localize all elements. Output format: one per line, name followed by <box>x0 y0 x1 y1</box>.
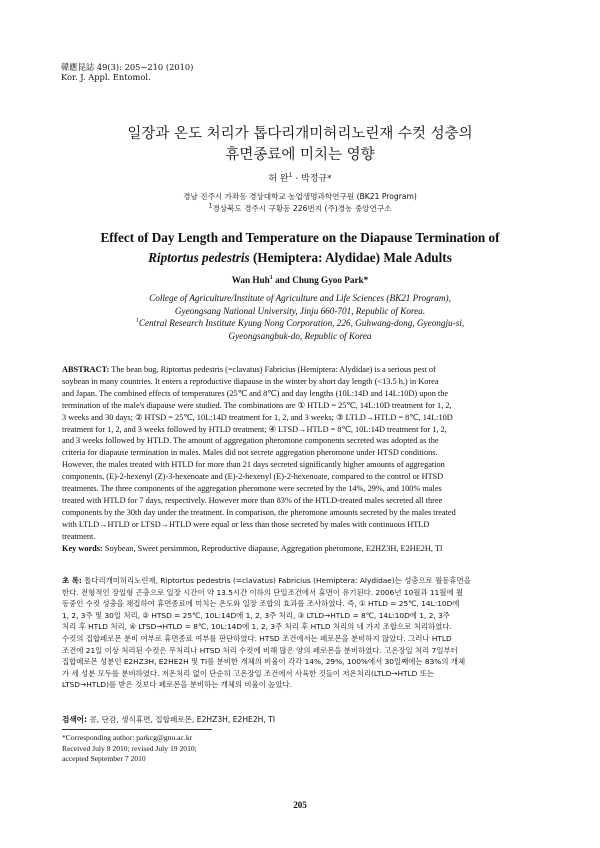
footnote-divider <box>62 729 212 730</box>
korean-keywords-text: 콩, 단감, 생식휴면, 집합페로몬, E2HZ3H, E2HE2H, TI <box>87 715 276 724</box>
english-affiliations <box>50 292 550 342</box>
korean-title-line-2: 휴면종료에 미치는 영향 <box>225 147 375 163</box>
abstract-label: ABSTRACT: <box>62 365 110 374</box>
korean-abstract-line: 초 록: 톱다리개미허리노린재, Riptortus pedestris (=clavatus) Fabricius (Hemiptera: Alydidae)는 성충으로 월동휴면을 <box>62 576 471 585</box>
abstract-line: components by the 30th day under the treatment. In comparison, the pheromone amounts secreted by the males treated <box>62 507 456 517</box>
abstract-line: 3 weeks and 30 days; ② HTSD = 25℃, 10L:14D treatment for 1, 2, and 3 weeks; ③ LTLD→HTLD = 8℃, 14L:10D <box>62 412 453 422</box>
abstract-line: termination of the male's diapause were studied. The combinations are ① HTLD = 25℃, 14L:10D treatment for 1, 2, <box>62 400 452 410</box>
species-name: Riptortus pedestris <box>148 250 250 265</box>
korean-keywords <box>62 714 540 725</box>
english-authors <box>0 275 600 285</box>
korean-abstract-line: 한다. 전형적인 장일형 곤충으로 일장 시간이 약 13.5시간 이하의 단일조건에서 휴면이 유기된다. 2006년 10월과 11월에 월 <box>62 587 464 597</box>
korean-author-separator: · <box>292 174 302 184</box>
korean-abstract-line: 가 세 성분 모두를 분비하였다. 저온처리 없이 단순히 고온장일 조건에서 사육한 것들이 저온처리(LTLD→HTLD 또는 <box>62 668 434 678</box>
english-author-connector: and <box>272 275 293 285</box>
abstract-line: ABSTRACT: The bean bug, Riptortus pedestris (=clavatus) Fabricius (Hemiptera: Alydidae) is a serious pest of <box>62 365 436 374</box>
korean-abstract-line: 1, 2, 3주 및 30일 처리, ② HTSD = 25℃, 10L:14D에 1, 2, 3주 처리, ③ LTLD→HTLD = 8℃, 14L:10D에 1, 2, 3주 <box>62 610 450 620</box>
abstract-line: and 3 weeks followed by HTLD. The amount of aggregation pheromone components secreted was adopted as the <box>62 436 439 446</box>
received-dates: Received July 8 2010; revised July 19 2010; <box>62 743 197 753</box>
english-author-2: Chung Gyoo Park* <box>292 275 369 285</box>
korean-abstract-line: 처리 후 HTLD 처리, ④ LTSD→HTLD = 8℃, 10L:14D에 1, 2, 3주 처리 후 HTLD 처리의 네 가지 조합으로 처리하였다. <box>62 622 452 632</box>
korean-author-1-affiliation-mark: 1 <box>288 172 293 179</box>
abstract-line: components, (E)-2-hexenyl (Z)-3-hexenoate and (E)-2-hexenyl (E)-2-hexenoate, compared to the control or HTSD <box>62 472 444 482</box>
corresponding-author: *Corresponding author: parkcg@gnu.ac.kr <box>62 733 193 742</box>
korean-abstract-line: 수컷의 집합페로몬 분비 여부로 휴면종료 여부를 판단하였다. HTSD 조건에서는 페로몬을 분비하지 않았다. 그러나 HTLD <box>62 633 452 643</box>
english-affiliation-line-3 <box>50 317 550 330</box>
korean-keywords-label: 검색어: <box>62 715 88 724</box>
accepted-date: accepted September 7 2010 <box>62 754 146 764</box>
korean-affiliation-2-mark: 1 <box>208 202 213 210</box>
english-title-line-2-rest: (Hemiptera: Alydidae) Male Adults <box>249 250 452 265</box>
korean-abstract-line: LTSD→HTLD)를 받은 것보다 페로몬을 분비하는 개체의 비율이 높았다. <box>62 680 292 690</box>
korean-abstract-label: 초 록: <box>62 576 82 585</box>
korean-abstract-line: 집합페로몬 성분인 E2HZ3H, E2HE2H 및 TI를 분비한 개체의 비율이 각각 14%, 29%, 100%에서 30일째에는 83%의 개체 <box>62 657 466 667</box>
abstract-line: treatment. <box>62 531 96 541</box>
journal-citation: 韓應昆誌 49(3): 205∼210 (2010) <box>61 62 194 72</box>
korean-abstract-line: 조건에 21일 이상 처리된 수컷은 무처리나 HTSD 처리 수컷에 비해 많은 양의 페로몬을 분비하였다. 고온장일 처리 7일부터 <box>62 645 458 655</box>
english-author-1-affiliation-mark: 1 <box>269 274 273 281</box>
abstract-line: treated with HTLD for 7 days, respectively. However more than 83% of the HTLD-treated males secreted all three <box>62 495 443 505</box>
journal-name: Kor. J. Appl. Entomol. <box>61 72 151 82</box>
keywords-label: Key words: <box>62 544 103 553</box>
abstract-line: However, the males treated with HTLD for more than 21 days secreted significantly higher amounts of aggregation <box>62 460 445 470</box>
english-title <box>40 228 560 268</box>
english-affiliation-3-mark: 1 <box>135 318 139 325</box>
english-abstract <box>62 364 540 543</box>
english-affiliation-line-1: College of Agriculture/Institute of Agriculture and Life Sciences (BK21 Program), <box>149 293 451 303</box>
english-affiliation-3-text: Central Research Institute Kyung Nong Corporation, 226, Guhwang-dong, Gyeongju-si, <box>138 318 465 329</box>
abstract-line: treatment for 1, 2, and 3 weeks followed by HTLD treatment; ④ LTSD→HTLD = 8℃, 10L:14D treatment for 1, 2, <box>62 424 447 434</box>
english-affiliation-line-4: Gyeongsangbuk-do, Republic of Korea <box>228 330 372 341</box>
abstract-line: criteria for diapause termination in males. Males did not secrete aggregation pheromone under HTSD conditions. <box>62 448 438 458</box>
korean-title <box>40 124 560 166</box>
footnote <box>62 733 197 765</box>
abstract-line: and Japan. The combined effects of temperatures (25℃ and 8℃) and day lengths (10L:14D and 14L:10D) upon the <box>62 388 449 398</box>
english-title-line-1: Effect of Day Length and Temperature on the Diapause Termination of <box>100 230 500 245</box>
korean-authors <box>0 171 600 184</box>
abstract-line: treatments. The three components of the aggregation pheromone were secreted by the 14%, 29%, and 100% males <box>62 484 442 494</box>
korean-author-1: 허 완 <box>268 174 289 184</box>
english-affiliation-line-2: Gyeongsang National University, Jinju 660-701, Republic of Korea. <box>174 305 426 316</box>
page-number: 205 <box>293 800 307 810</box>
korean-title-line-1: 일장과 온도 처리가 톱다리개미허리노린재 수컷 성충의 <box>127 126 473 142</box>
korean-author-2: 박정규* <box>301 174 332 184</box>
english-author-1: Wan Huh <box>231 275 270 285</box>
abstract-line: with LTLD→HTLD or LTSD→HTLD were equal or less than those secreted by males with continuous HTLD <box>62 519 430 529</box>
korean-affiliation-2 <box>0 203 600 214</box>
keywords-text: Soybean, Sweet persimmon, Reproductive diapause, Aggregation pheromone, E2HZ3H, E2HE2H, Tl <box>102 544 443 553</box>
korean-affiliation-2-text: 경상북도 경주시 구황동 226번지 (주)경농 중앙연구소 <box>212 204 392 213</box>
korean-affiliation-1: 경남 진주시 가좌동 경상대학교 농업생명과학연구원 (BK21 Program) <box>183 192 417 201</box>
english-keywords <box>62 544 540 553</box>
korean-abstract <box>62 575 540 691</box>
korean-abstract-line: 동중인 수컷 성충을 채집하여 휴면종료에 미치는 온도와 일장 조합의 효과를 조사하였다. 즉, ① HTLD = 25℃, 14L:10D에 <box>62 599 460 609</box>
abstract-line: soybean in many countries. It enters a reproductive diapause in the winter by short day length (<13.5 h.) in Korea <box>62 376 439 386</box>
english-title-line-2 <box>40 248 560 268</box>
